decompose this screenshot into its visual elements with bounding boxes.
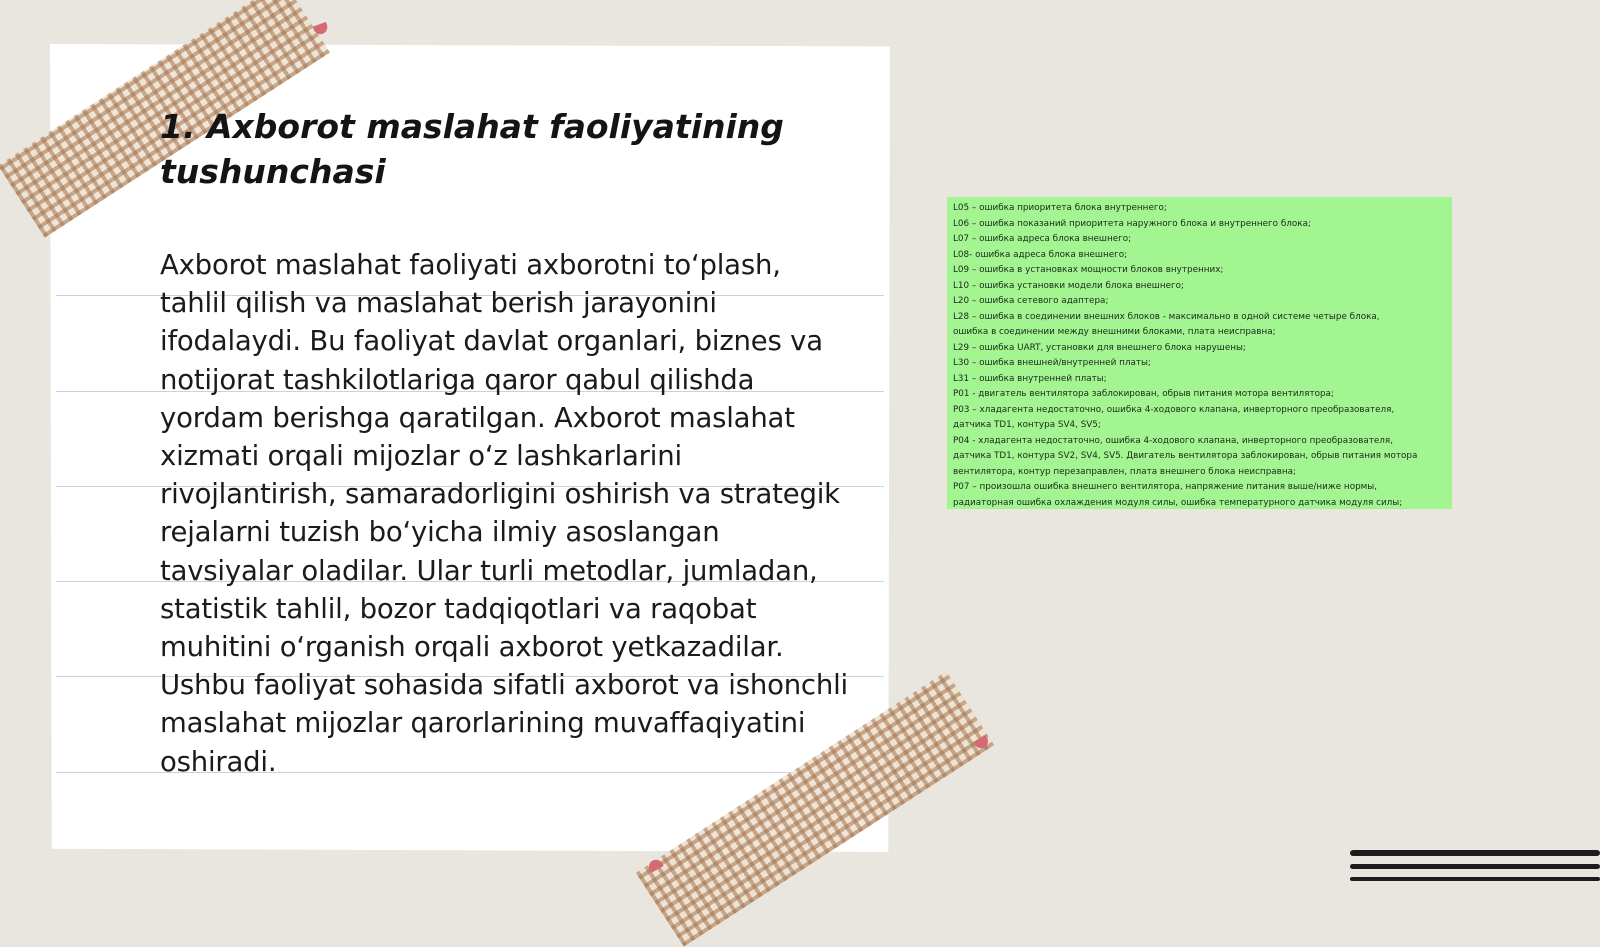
error-code-line: L30 – ошибка внешней/внутренней платы; xyxy=(953,358,1151,368)
error-codes-box xyxy=(947,197,1452,509)
error-code-line: L20 – ошибка сетевого адаптера; xyxy=(953,296,1109,306)
slide-title: 1. Axborot maslahat faoliyatining tushunchasi xyxy=(160,107,784,191)
error-code-line: радиаторная ошибка охлаждения модуля силы, ошибка температурного датчика модуля силы; xyxy=(953,497,1403,508)
brush-stripe xyxy=(1350,877,1600,881)
error-code-line: P03 – хладагента недостаточно, ошибка 4-ходового клапана, инверторного преобразователя, xyxy=(953,404,1395,415)
error-code-line: L05 – ошибка приоритета блока внутреннего; xyxy=(953,203,1167,213)
brush-stripe xyxy=(1350,850,1600,856)
error-code-line: P07 – произошла ошибка внешнего вентилятора, напряжение питания выше/ниже нормы, xyxy=(953,482,1378,492)
slide-body-text: Axborot maslahat faoliyati axborotni to‘plash, tahlil qilish va maslahat berish jarayonini ifodalaydi. Bu faoliyat davlat organlari, biznes va notijorat tashkilotlariga qaror qabul qilishda yordam berishga qaratilgan. Axborot maslahat xizmati orqali mijozlar o‘z lashkarlarini rivojlantirish, samaradorligini oshirish va strategik rejalarni tuzish bo‘yicha ilmiy asoslangan tavsiyalar oladilar. Ular turli metodlar, jumladan, statistik tahlil, bozor tadqiqotlari va raqobat muhitini o‘rganish orqali axborot yetkazadilar. Ushbu faoliyat sohasida sifatli axborot va ishonchli maslahat mijozlar qarorlarining muvaffaqiyatini oshiradi. xyxy=(160,249,848,778)
error-code-line: L07 – ошибка адреса блока внешнего; xyxy=(953,234,1132,244)
error-code-line: L10 – ошибка установки модели блока внешнего; xyxy=(953,280,1184,291)
error-code-line: L29 – ошибка UART, установки для внешнего блока нарушены; xyxy=(953,342,1246,353)
error-code-line: датчика TD1, контура SV2, SV4, SV5. Двигатель вентилятора заблокирован, обрыв питания мотора xyxy=(953,451,1418,461)
decorative-brush-stripes xyxy=(1350,848,1600,888)
error-code-line: вентилятора, контур перезаправлен, плата внешнего блока неисправна; xyxy=(953,466,1296,477)
error-code-line: L06 – ошибка показаний приоритета наружного блока и внутреннего блока; xyxy=(953,218,1311,229)
error-code-line: L09 – ошибка в установках мощности блоков внутренних; xyxy=(953,265,1224,275)
error-code-line: L31 – ошибка внутренней платы; xyxy=(953,373,1107,384)
error-code-line: ошибка в соединении между внешними блоками, плата неисправна; xyxy=(953,327,1276,337)
error-code-line: L28 – ошибка в соединении внешних блоков - максимально в одной системе четыре блока, xyxy=(953,311,1380,322)
error-code-line: L08- ошибка адреса блока внешнего; xyxy=(953,249,1128,260)
error-code-line: датчика TD1, контура SV4, SV5; xyxy=(953,420,1101,430)
brush-stripe xyxy=(1350,864,1600,869)
error-code-line: P04 - хладагента недостаточно, ошибка 4-ходового клапана, инверторного преобразователя, xyxy=(953,435,1394,446)
error-code-line: P01 - двигатель вентилятора заблокирован, обрыв питания мотора вентилятора; xyxy=(953,389,1334,399)
